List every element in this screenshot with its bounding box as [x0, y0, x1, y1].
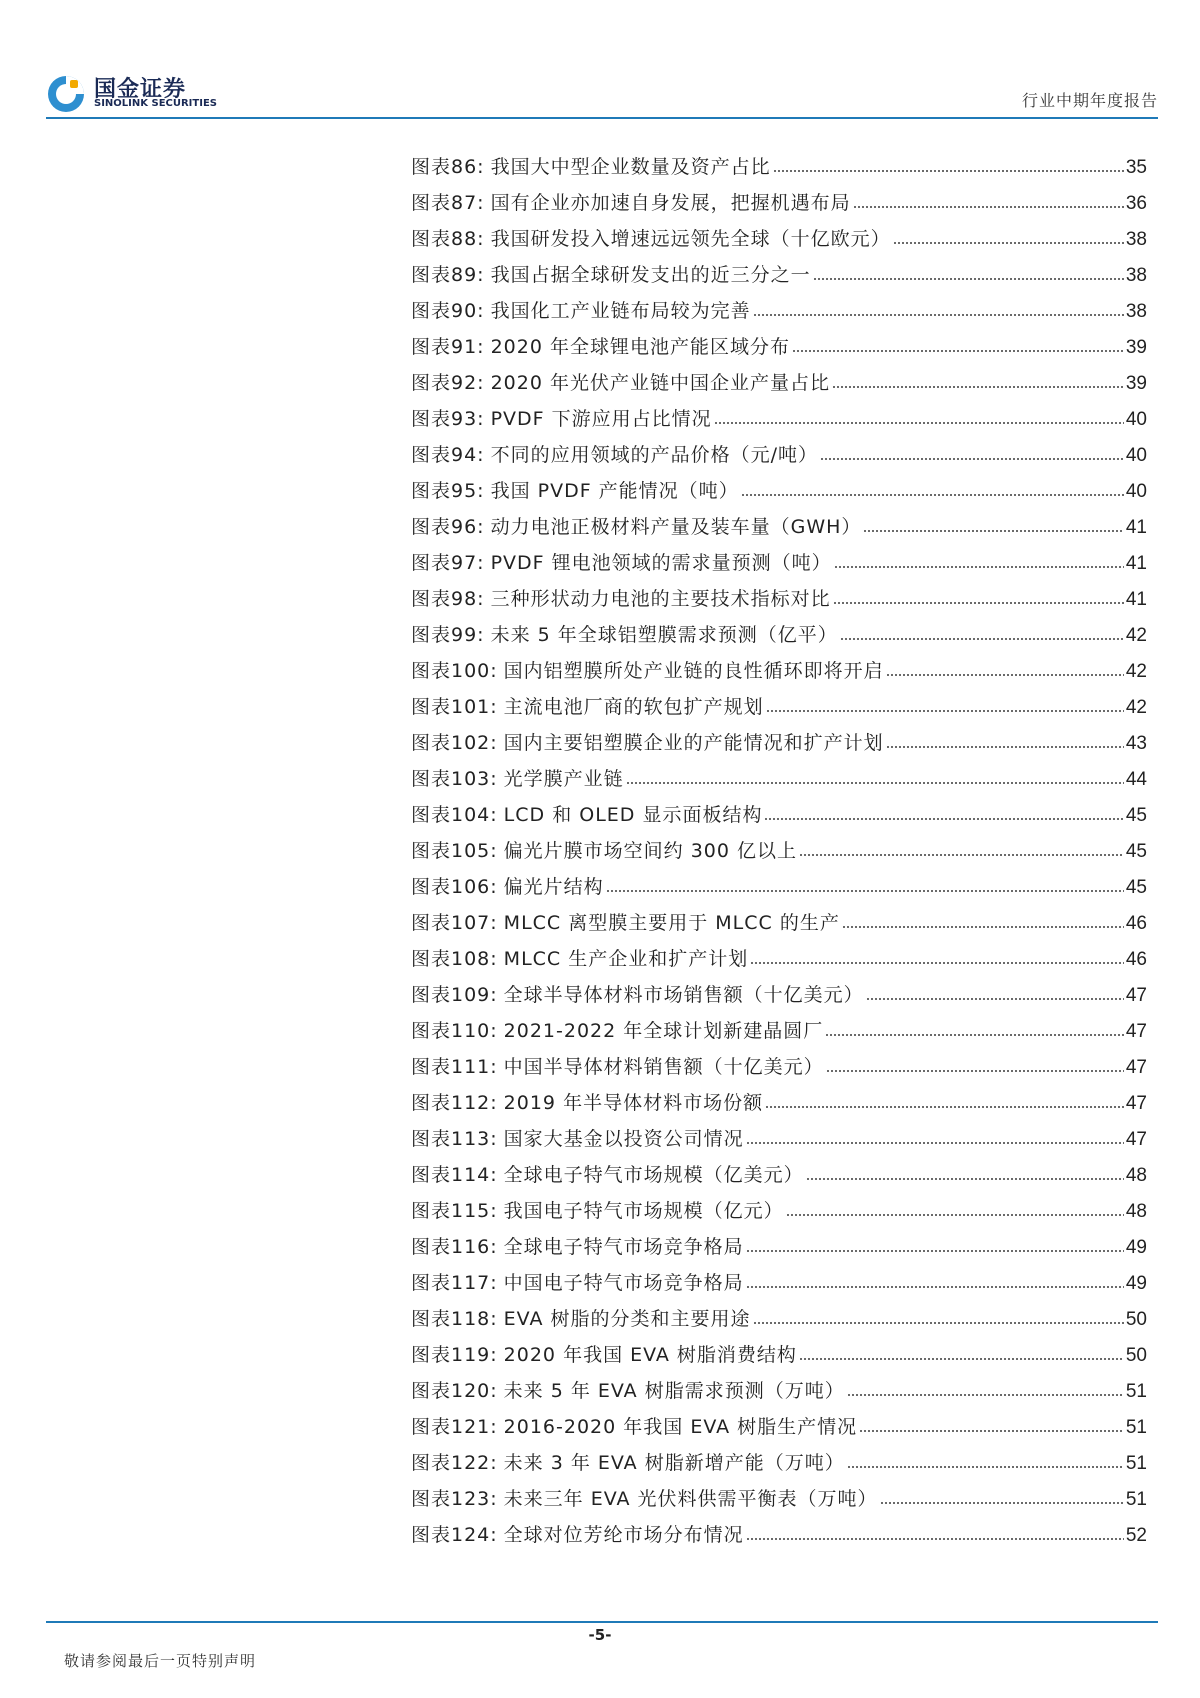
- toc-dot-leader: [842, 925, 1124, 929]
- toc-entry[interactable]: [411, 1259, 1147, 1295]
- toc-dot-leader: [886, 673, 1124, 677]
- toc-entry-page: 45: [1125, 841, 1147, 862]
- toc-entry[interactable]: [411, 143, 1147, 179]
- toc-entry[interactable]: [411, 287, 1147, 323]
- toc-entry-label: 图表109:: [411, 984, 498, 1006]
- toc-entry[interactable]: [411, 359, 1147, 395]
- toc-entry-page: 51: [1125, 1453, 1147, 1474]
- toc-entry-title: 光学膜产业链: [503, 768, 624, 790]
- toc-entry-page: 39: [1125, 373, 1147, 394]
- toc-entry[interactable]: [411, 647, 1147, 683]
- company-name-cn: 国金证券: [94, 77, 187, 102]
- toc-entry-label: 图表119:: [411, 1344, 498, 1366]
- toc-entry[interactable]: [411, 179, 1147, 215]
- toc-entry[interactable]: [411, 863, 1147, 899]
- toc-entry-title: 偏光片膜市场空间约 300 亿以上: [503, 840, 798, 862]
- toc-entry-label: 图表86:: [411, 156, 485, 178]
- toc-entry[interactable]: [411, 1115, 1147, 1151]
- toc-entry-page: 46: [1125, 913, 1147, 934]
- toc-dot-leader: [750, 961, 1124, 965]
- toc-entry-title: 中国半导体材料销售额（十亿美元）: [503, 1056, 824, 1078]
- toc-entry-title: 2020 年我国 EVA 树脂消费结构: [503, 1344, 797, 1366]
- toc-entry-label: 图表108:: [411, 948, 498, 970]
- toc-entry-label: 图表92:: [411, 372, 485, 394]
- toc-entry-page: 41: [1125, 589, 1147, 610]
- toc-entry-page: 38: [1125, 229, 1147, 250]
- toc-dot-leader: [741, 493, 1124, 497]
- toc-entry-label: 图表118:: [411, 1308, 498, 1330]
- toc-entry-title: 我国电子特气市场规模（亿元）: [503, 1200, 784, 1222]
- toc-entry-label: 图表97:: [411, 552, 485, 574]
- toc-entry-label: 图表115:: [411, 1200, 498, 1222]
- toc-entry-label: 图表91:: [411, 336, 485, 358]
- toc-entry[interactable]: [411, 935, 1147, 971]
- toc-dot-leader: [832, 385, 1124, 389]
- toc-entry-page: 50: [1125, 1309, 1147, 1330]
- toc-entry[interactable]: [411, 503, 1147, 539]
- toc-dot-leader: [765, 1105, 1124, 1109]
- page-number: -5-: [588, 1626, 612, 1644]
- toc-dot-leader: [606, 889, 1124, 893]
- toc-dot-leader: [746, 1285, 1124, 1289]
- toc-entry-label: 图表93:: [411, 408, 485, 430]
- toc-dot-leader: [714, 421, 1124, 425]
- toc-entry-label: 图表113:: [411, 1128, 498, 1150]
- toc-entry[interactable]: [411, 1511, 1147, 1547]
- toc-entry-title: 国有企业亦加速自身发展，把握机遇布局: [490, 192, 851, 214]
- toc-entry-label: 图表88:: [411, 228, 485, 250]
- toc-entry-label: 图表107:: [411, 912, 498, 934]
- toc-entry-page: 50: [1125, 1345, 1147, 1366]
- figure-list: [411, 143, 1147, 1547]
- toc-entry-page: 42: [1125, 661, 1147, 682]
- toc-entry-page: 38: [1125, 301, 1147, 322]
- toc-entry-title: 我国化工产业链布局较为完善: [490, 300, 751, 322]
- toc-entry-page: 45: [1125, 877, 1147, 898]
- toc-entry[interactable]: [411, 1007, 1147, 1043]
- toc-entry-page: 43: [1125, 733, 1147, 754]
- toc-entry-label: 图表117:: [411, 1272, 498, 1294]
- toc-entry-label: 图表90:: [411, 300, 485, 322]
- toc-dot-leader: [847, 1393, 1124, 1397]
- toc-entry-title: 全球电子特气市场规模（亿美元）: [503, 1164, 804, 1186]
- toc-entry-page: 49: [1125, 1273, 1147, 1294]
- toc-dot-leader: [753, 1321, 1124, 1325]
- toc-entry[interactable]: [411, 251, 1147, 287]
- toc-entry-title: PVDF 下游应用占比情况: [490, 408, 712, 430]
- toc-entry-title: 我国占据全球研发支出的近三分之一: [490, 264, 811, 286]
- toc-entry-title: 全球电子特气市场竞争格局: [503, 1236, 744, 1258]
- report-type: 行业中期年度报告: [1021, 91, 1158, 110]
- toc-entry[interactable]: [411, 1043, 1147, 1079]
- toc-dot-leader: [746, 1537, 1124, 1541]
- toc-entry-title: 国内铝塑膜所处产业链的良性循环即将开启: [503, 660, 884, 682]
- toc-entry-page: 51: [1125, 1489, 1147, 1510]
- toc-entry-title: 三种形状动力电池的主要技术指标对比: [490, 588, 831, 610]
- toc-entry-page: 52: [1125, 1525, 1147, 1546]
- toc-entry-label: 图表121:: [411, 1416, 498, 1438]
- toc-dot-leader: [806, 1177, 1124, 1181]
- toc-entry[interactable]: [411, 1187, 1147, 1223]
- header-divider: [46, 117, 1158, 119]
- sinolink-logo-icon: [46, 74, 86, 114]
- toc-entry[interactable]: [411, 1331, 1147, 1367]
- toc-entry-page: 47: [1125, 1057, 1147, 1078]
- toc-entry-label: 图表106:: [411, 876, 498, 898]
- page-header: [46, 70, 1158, 118]
- toc-entry-title: 未来 5 年 EVA 树脂需求预测（万吨）: [503, 1380, 845, 1402]
- toc-entry[interactable]: [411, 575, 1147, 611]
- toc-entry-label: 图表110:: [411, 1020, 498, 1042]
- toc-dot-leader: [773, 169, 1124, 173]
- toc-entry-title: 2020 年光伏产业链中国企业产量占比: [490, 372, 830, 394]
- toc-entry-page: 36: [1125, 193, 1147, 214]
- toc-entry-title: 国内主要铝塑膜企业的产能情况和扩产计划: [503, 732, 884, 754]
- toc-entry-label: 图表96:: [411, 516, 485, 538]
- company-logo: [46, 70, 246, 114]
- toc-dot-leader: [786, 1213, 1124, 1217]
- toc-entry-title: 偏光片结构: [503, 876, 604, 898]
- toc-entry-title: 我国大中型企业数量及资产占比: [490, 156, 771, 178]
- toc-entry-page: 49: [1125, 1237, 1147, 1258]
- toc-entry[interactable]: [411, 395, 1147, 431]
- toc-dot-leader: [813, 277, 1124, 281]
- toc-entry-label: 图表101:: [411, 696, 498, 718]
- toc-dot-leader: [626, 781, 1124, 785]
- toc-entry[interactable]: [411, 899, 1147, 935]
- toc-entry-label: 图表94:: [411, 444, 485, 466]
- toc-entry[interactable]: [411, 827, 1147, 863]
- toc-entry-label: 图表100:: [411, 660, 498, 682]
- toc-entry[interactable]: [411, 431, 1147, 467]
- disclaimer: 敬请参阅最后一页特别声明: [64, 1652, 257, 1670]
- toc-entry-page: 40: [1125, 409, 1147, 430]
- toc-entry[interactable]: [411, 1151, 1147, 1187]
- toc-entry[interactable]: [411, 467, 1147, 503]
- toc-entry[interactable]: [411, 719, 1147, 755]
- toc-entry[interactable]: [411, 215, 1147, 251]
- toc-dot-leader: [866, 997, 1124, 1001]
- toc-entry-title: EVA 树脂的分类和主要用途: [503, 1308, 751, 1330]
- toc-dot-leader: [859, 1429, 1124, 1433]
- toc-entry-title: 未来三年 EVA 光伏料供需平衡表（万吨）: [503, 1488, 878, 1510]
- toc-entry-label: 图表111:: [411, 1056, 498, 1078]
- toc-entry[interactable]: [411, 971, 1147, 1007]
- toc-entry-label: 图表105:: [411, 840, 498, 862]
- toc-dot-leader: [746, 1249, 1124, 1253]
- toc-entry-title: 2020 年全球锂电池产能区域分布: [490, 336, 790, 358]
- toc-dot-leader: [792, 349, 1124, 353]
- toc-entry-page: 42: [1125, 625, 1147, 646]
- toc-entry-label: 图表112:: [411, 1092, 498, 1114]
- toc-dot-leader: [799, 1357, 1124, 1361]
- toc-entry-page: 46: [1125, 949, 1147, 970]
- toc-entry-page: 51: [1125, 1381, 1147, 1402]
- toc-entry[interactable]: [411, 323, 1147, 359]
- toc-entry-title: 2021-2022 年全球计划新建晶圆厂: [503, 1020, 824, 1042]
- toc-entry[interactable]: [411, 539, 1147, 575]
- footer-divider: [46, 1621, 1158, 1623]
- toc-entry-label: 图表89:: [411, 264, 485, 286]
- toc-entry[interactable]: [411, 1079, 1147, 1115]
- toc-entry-page: 38: [1125, 265, 1147, 286]
- toc-entry-page: 48: [1125, 1201, 1147, 1222]
- toc-entry-title: 中国电子特气市场竞争格局: [503, 1272, 744, 1294]
- toc-dot-leader: [799, 853, 1124, 857]
- toc-entry[interactable]: [411, 791, 1147, 827]
- toc-entry[interactable]: [411, 1367, 1147, 1403]
- toc-entry-title: PVDF 锂电池领域的需求量预测（吨）: [490, 552, 832, 574]
- toc-entry-title: 主流电池厂商的软包扩产规划: [503, 696, 764, 718]
- toc-dot-leader: [826, 1069, 1124, 1073]
- toc-entry[interactable]: [411, 1223, 1147, 1259]
- toc-entry-page: 51: [1125, 1417, 1147, 1438]
- toc-dot-leader: [863, 529, 1123, 533]
- toc-dot-leader: [764, 817, 1123, 821]
- toc-entry-page: 47: [1125, 1021, 1147, 1042]
- toc-entry-page: 48: [1125, 1165, 1147, 1186]
- toc-entry-label: 图表87:: [411, 192, 485, 214]
- toc-entry-page: 40: [1125, 445, 1147, 466]
- toc-entry-page: 40: [1125, 481, 1147, 502]
- toc-entry-label: 图表114:: [411, 1164, 498, 1186]
- toc-dot-leader: [753, 313, 1124, 317]
- toc-dot-leader: [893, 241, 1124, 245]
- toc-entry-title: 我国 PVDF 产能情况（吨）: [490, 480, 739, 502]
- toc-entry-label: 图表98:: [411, 588, 485, 610]
- toc-entry-title: 国家大基金以投资公司情况: [503, 1128, 744, 1150]
- toc-entry[interactable]: [411, 1403, 1147, 1439]
- toc-entry[interactable]: [411, 683, 1147, 719]
- toc-entry[interactable]: [411, 1295, 1147, 1331]
- toc-entry-label: 图表120:: [411, 1380, 498, 1402]
- toc-entry[interactable]: [411, 1439, 1147, 1475]
- toc-entry-title: 未来 3 年 EVA 树脂新增产能（万吨）: [503, 1452, 845, 1474]
- toc-entry-title: MLCC 生产企业和扩产计划: [503, 948, 749, 970]
- toc-entry-title: 2016-2020 年我国 EVA 树脂生产情况: [503, 1416, 858, 1438]
- toc-entry-title: MLCC 离型膜主要用于 MLCC 的生产: [503, 912, 840, 934]
- toc-entry-title: 不同的应用领域的产品价格（元/吨）: [490, 444, 818, 466]
- toc-dot-leader: [840, 637, 1124, 641]
- toc-dot-leader: [820, 457, 1124, 461]
- toc-entry-label: 图表116:: [411, 1236, 498, 1258]
- toc-entry-page: 45: [1125, 805, 1147, 826]
- toc-entry-label: 图表99:: [411, 624, 485, 646]
- toc-dot-leader: [834, 565, 1124, 569]
- toc-entry-page: 44: [1125, 769, 1147, 790]
- toc-entry-label: 图表102:: [411, 732, 498, 754]
- toc-dot-leader: [847, 1465, 1124, 1469]
- toc-entry-title: LCD 和 OLED 显示面板结构: [503, 804, 763, 826]
- toc-dot-leader: [886, 745, 1124, 749]
- toc-entry-page: 41: [1125, 517, 1147, 538]
- toc-entry-title: 全球半导体材料市场销售额（十亿美元）: [503, 984, 864, 1006]
- toc-dot-leader: [880, 1501, 1124, 1505]
- toc-entry-label: 图表103:: [411, 768, 498, 790]
- toc-entry[interactable]: [411, 1475, 1147, 1511]
- toc-entry-page: 47: [1125, 1093, 1147, 1114]
- toc-entry[interactable]: [411, 611, 1147, 647]
- toc-entry-title: 我国研发投入增速远远领先全球（十亿欧元）: [490, 228, 891, 250]
- toc-entry-title: 未来 5 年全球铝塑膜需求预测（亿平）: [490, 624, 838, 646]
- toc-entry-page: 47: [1125, 1129, 1147, 1150]
- toc-entry-title: 全球对位芳纶市场分布情况: [503, 1524, 744, 1546]
- toc-entry-label: 图表122:: [411, 1452, 498, 1474]
- toc-dot-leader: [853, 205, 1124, 209]
- toc-dot-leader: [766, 709, 1124, 713]
- toc-entry-page: 41: [1125, 553, 1147, 574]
- toc-entry-page: 35: [1125, 157, 1147, 178]
- toc-entry-page: 39: [1125, 337, 1147, 358]
- toc-entry[interactable]: [411, 755, 1147, 791]
- toc-entry-label: 图表123:: [411, 1488, 498, 1510]
- toc-dot-leader: [825, 1033, 1124, 1037]
- toc-dot-leader: [746, 1141, 1124, 1145]
- toc-entry-label: 图表95:: [411, 480, 485, 502]
- toc-entry-page: 47: [1125, 985, 1147, 1006]
- toc-entry-title: 2019 年半导体材料市场份额: [503, 1092, 764, 1114]
- toc-entry-label: 图表124:: [411, 1524, 498, 1546]
- company-name-en: SINOLINK SECURITIES: [94, 98, 217, 109]
- toc-dot-leader: [833, 601, 1124, 605]
- toc-entry-label: 图表104:: [411, 804, 498, 826]
- toc-entry-title: 动力电池正极材料产量及装车量（GWH）: [490, 516, 862, 538]
- toc-entry-page: 42: [1125, 697, 1147, 718]
